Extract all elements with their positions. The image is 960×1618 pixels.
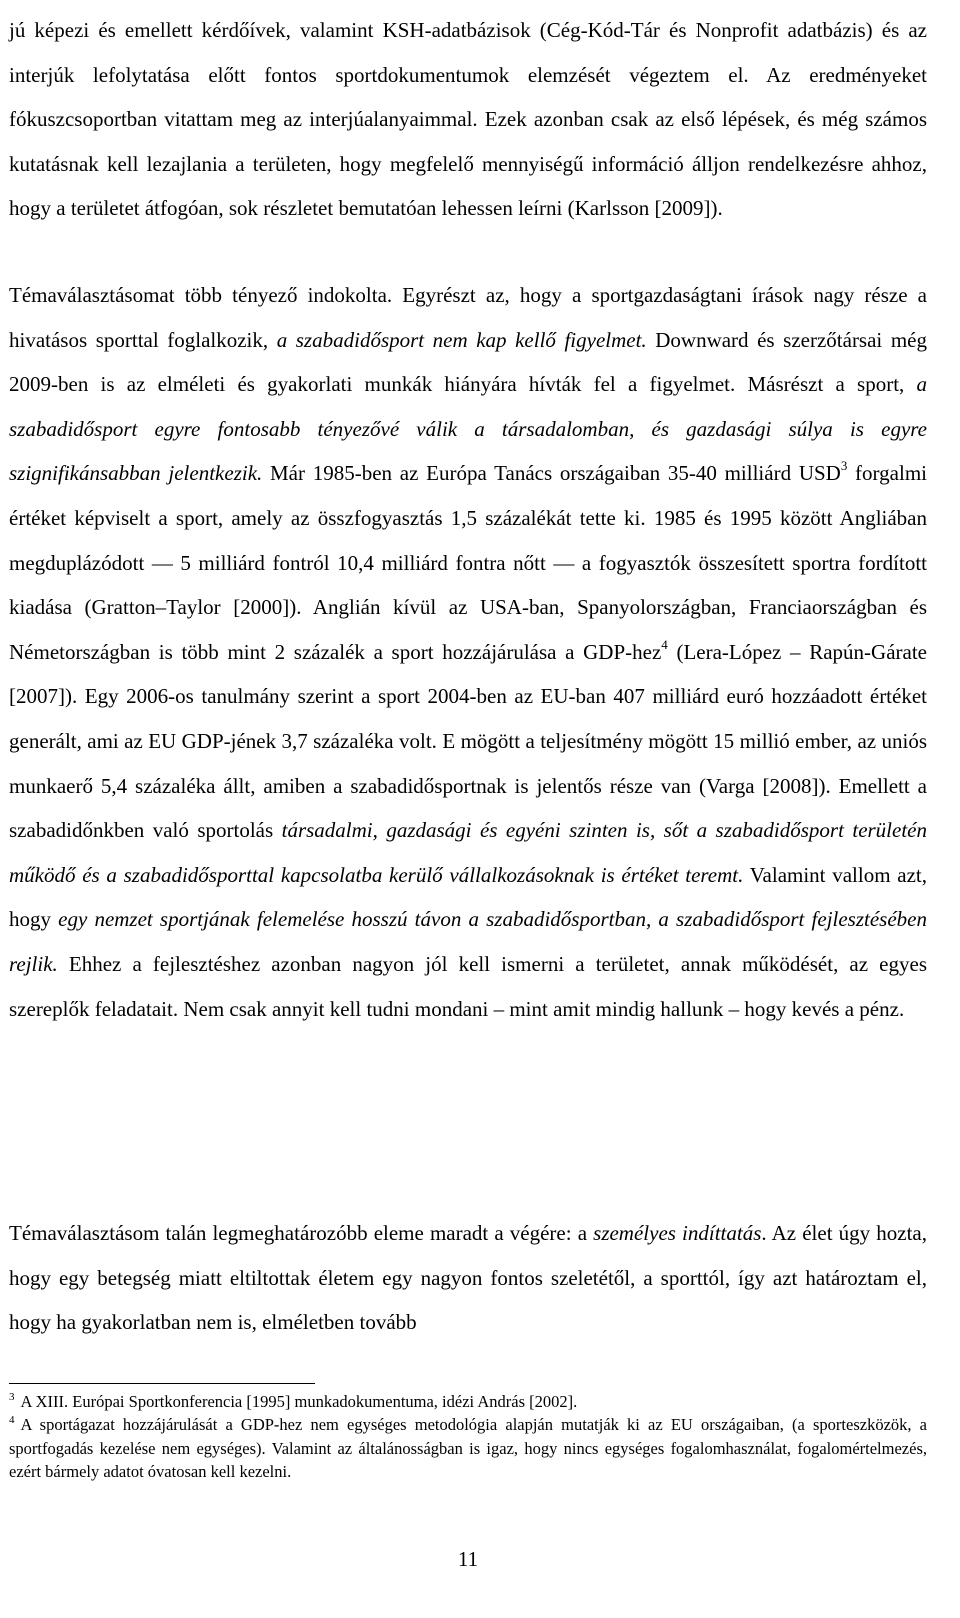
paragraph-text: Témaválasztásomat több tényező indokolta. Egyrészt az, hogy a sportgazdaságtani írások nagy része a hivatásos sporttal foglalkozik, xyxy=(9,283,927,352)
footnote-marker: 4 xyxy=(9,1414,15,1427)
paragraph-text: jú képezi és emellett kérdőívek, valamint KSH-adatbázisok (Cég-Kód-Tár és Nonprofit adatbázis) és az interjúk lefolytatása előtt fontos sportdokumentumok elemzését végeztem el. Az eredményeket fókuszcsoportban vitattam meg az interjúalanyaimmal. Ezek azonban csak az első lépések, és még számos kutatásnak kell lezajlania a területen, hogy megfelelő mennyiségű információ álljon rendelkezésre ahhoz, hogy a területet átfogóan, sok részletet bemutatóan lehessen leírni (Karlsson [2009]). xyxy=(9,18,927,221)
paragraph-text: Valamint vallom azt, hogy xyxy=(9,862,927,932)
footnote-reference: 3 xyxy=(840,458,848,474)
emphasized-text: személyes indíttatás xyxy=(593,1221,762,1245)
document-page xyxy=(9,0,927,1618)
paragraph xyxy=(9,273,927,1031)
page-number: 11 xyxy=(457,1547,479,1571)
paragraph-text: Downward és szerzőtársai még 2009-ben is az elméleti és gyakorlati munkák hiányára hívták fel a figyelmet. Másrészt a sport, xyxy=(9,327,927,397)
paragraph-text: Témaválasztásom talán legmeghatározóbb eleme maradt a végére: a xyxy=(9,1221,594,1245)
paragraph-text: Már 1985-ben az Európa Tanács országaiban 35-40 milliárd USD xyxy=(262,461,841,486)
footnote xyxy=(9,1390,927,1413)
footnote-marker: 3 xyxy=(9,1391,15,1403)
emphasized-text: a szabadidősport egyre fontosabb tényezővé válik a társadalomban, és gazdasági súlya is egyre szignifikánsabban jelentkezik. xyxy=(9,372,927,486)
paragraph-text: forgalmi értéket képviselt a sport, amely az összfogyasztás 1,5 százalékát tette ki. 1985 és 1995 között Angliában megduplázódott — 5 milliárd fontról 10,4 milliárd fontra nőtt — a fogyasztók összesített sportra fordított kiadása (Gratton–Taylor [2000]). Anglián kívül az USA-ban, Spanyolországban, Franciaországban és Németországban is több mint 2 százalék a sport hozzájárulása a GDP-hez xyxy=(9,461,927,664)
paragraph-text: . Az élet úgy hozta, hogy egy betegség miatt eltiltottak életem egy nagyon fontos szeletétől, a sporttól, így azt határoztam el, hogy ha gyakorlatban nem is, elméletben tovább xyxy=(9,1221,927,1335)
footnote-separator xyxy=(9,1383,315,1384)
emphasized-text: a szabadidősport nem kap kellő figyelmet. xyxy=(276,327,647,352)
footnotes xyxy=(9,1390,927,1484)
paragraph xyxy=(9,1211,927,1345)
emphasized-text: egy nemzet sportjának felemelése hosszú távon a szabadidősportban, a szabadidősport fejlesztésében rejlik. xyxy=(9,907,927,976)
footnote xyxy=(9,1413,927,1483)
footnote-text: A sportágazat hozzájárulását a GDP-hez nem egységes metodológia alapján mutatják ki az EU országaiban, (a sporteszközök, a sportfogadás kezelése nem egységes). Valamint az általánosságban is igaz, hogy nincs egységes fogalomhasználat, fogalomértelmezés, ezért bármely adatot óvatosan kell kezelni. xyxy=(9,1415,927,1482)
paragraph xyxy=(9,8,927,231)
footnote-text: A XIII. Európai Sportkonferencia [1995] munkadokumentuma, idézi András [2002]. xyxy=(20,1392,578,1411)
footnote-reference: 4 xyxy=(661,636,668,652)
paragraph-text: Ehhez a fejlesztéshez azonban nagyon jól kell ismerni a területet, annak működését, az egyes szereplők feladatait. Nem csak annyit kell tudni mondani – mint amit mindig hallunk – hogy kevés a pénz. xyxy=(9,951,927,1021)
paragraph-text: (Lera-López – Rapún-Gárate [2007]). Egy 2006-os tanulmány szerint a sport 2004-ben az EU-ban 407 milliárd euró hozzáadott értéket generált, ami az EU GDP-jének 3,7 százaléka volt. E mögött a teljesítmény mögött 15 millió ember, az uniós munkaerő 5,4 százaléka állt, amiben a szabadidősportnak is jelentős része van (Varga [2008]). Emellett a szabadidőnkben való sportolás xyxy=(9,639,927,843)
emphasized-text: társadalmi, gazdasági és egyéni szinten is, sőt a szabadidősport területén működő és a szabadidősporttal kapcsolatba kerülő vállalkozásoknak is értéket teremt. xyxy=(9,818,927,887)
